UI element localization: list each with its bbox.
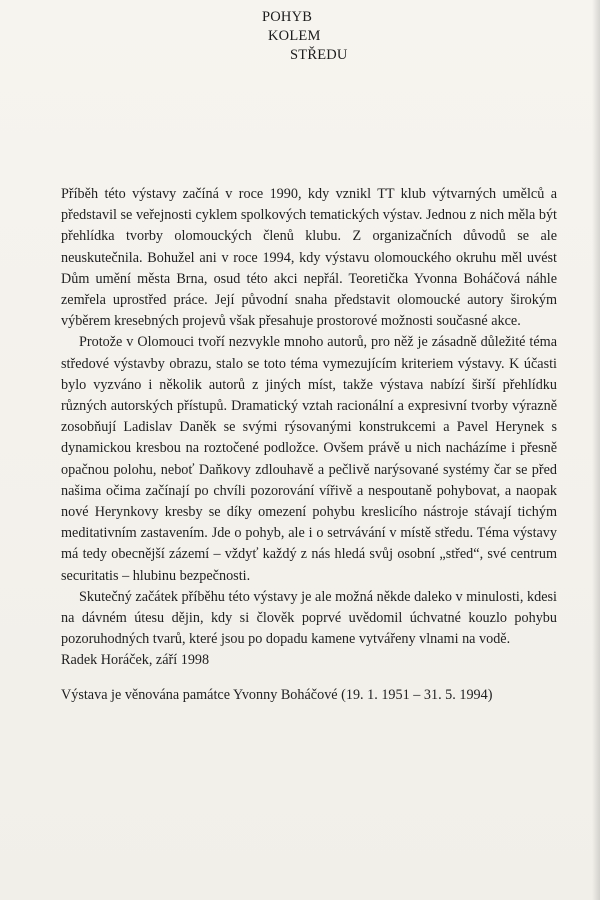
dedication: Výstava je věnována památce Yvonny Boháčové (19. 1. 1951 – 31. 5. 1994) — [61, 687, 493, 703]
document-body — [61, 184, 557, 672]
title-line-3: STŘEDU — [290, 47, 348, 63]
paragraph-1: Příběh této výstavy začíná v roce 1990, kdy vznikl TT klub výtvarných umělců a představil se veřejnosti cyklem spolkových tematických výstav. Jednou z nich měla být přehlídka tvorby olomouckých členů klubu. Z organizačních důvodů se ale neuskutečnila. Bohužel ani v roce 1994, kdy výstavu olomouckého okruhu měl uvést Dům umění města Brna, osud této akci nepřál. Teoretička Yvonna Boháčová náhle zemřela uprostřed práce. Její původní snaha představit olomoucké autory širokým výběrem kresebných projevů však přesahuje prostorové možnosti současné akce. — [61, 186, 557, 330]
page-edge-shadow — [592, 0, 600, 900]
signature: Radek Horáček, září 1998 — [61, 652, 210, 669]
title-line-2: KOLEM — [268, 28, 321, 44]
document-title — [262, 8, 348, 65]
title-line-1: POHYB — [262, 9, 313, 25]
paragraph-2: Protože v Olomouci tvoří nezvykle mnoho autorů, pro něž je zásadně důležité téma středové výstavby obrazu, stalo se toto téma vymezujícím kriteriem výstavy. K účasti bylo vyzváno i několik autorů z jiných míst, takže výstava nabízí širší přehlídku různých autorských přístupů. Dramatický vztah racionální a expresivní tvorby výrazně zosobňují Ladislav Daněk se svými rýsovanými konstrukcemi a Pavel Herynek s dynamickou kresbou na roztočené podložce. Ovšem právě u nich nacházíme i přesně opačnou polohu, neboť Daňkovy zdlouhavě a pečlivě narýsované systémy čar se před našima očima začínají po chvíli pozorování vířivě a nespoutaně pohybovat, a naopak nové Herynkovy kresby se díky omezení pohybu kreslicího nástroje stávají tichým meditativním zastavením. Jde o pohyb, ale i o setrvávání v místě středu. Téma výstavy má tedy obecnější zázemí – vždyť každý z nás hledá svůj osobní „střed“, své centrum securitatis – hlubinu bezpečnosti. — [61, 334, 557, 584]
paragraph-3: Skutečný začátek příběhu této výstavy je ale možná někde daleko v minulosti, kdesi na dávném útesu dějin, kdy si člověk poprvé uvědomil úchvatné kouzlo pohybu pozoruhodných tvarů, které jsou po dopadu kamene vytvářeny vlnami na vodě. — [61, 588, 557, 648]
